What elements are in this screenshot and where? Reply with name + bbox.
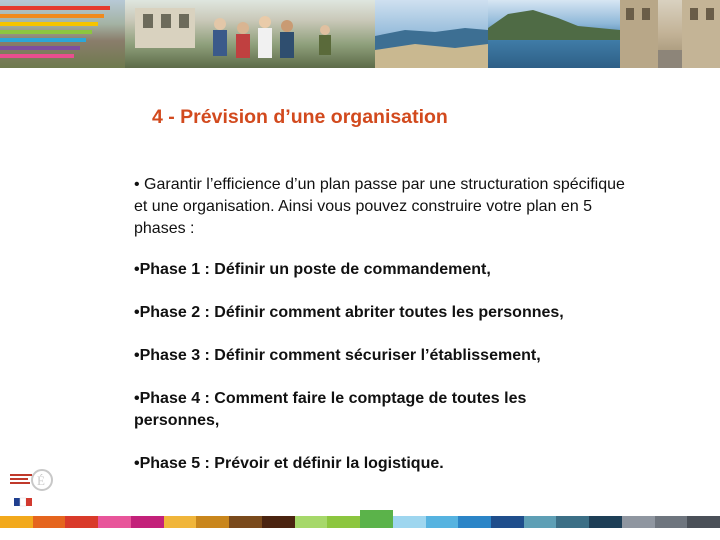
footer-color-segment [589, 516, 622, 528]
footer-color-segment [131, 516, 164, 528]
phase-2: •Phase 2 : Définir comment abriter toutes les personnes, [134, 304, 564, 321]
footer-color-segment [426, 516, 459, 528]
slide-title: 4 - Prévision d’une organisation [152, 106, 448, 128]
banner-stripe [0, 6, 110, 10]
footer-color-segment [0, 516, 33, 528]
footer-color-segment [295, 516, 328, 528]
svg-text:É: É [37, 473, 45, 488]
footer-color-segment [458, 516, 491, 528]
footer-color-segment [491, 516, 524, 528]
phase-5: •Phase 5 : Prévoir et définir la logistique. [134, 455, 444, 472]
banner-stripe [0, 14, 104, 18]
footer-color-segment [164, 516, 197, 528]
banner-stripe [0, 38, 86, 42]
footer-color-segment [262, 516, 295, 528]
students-group-photo [125, 0, 375, 68]
phase-3: •Phase 3 : Définir comment sécuriser l’établissement, [134, 347, 541, 364]
footer-color-segment [524, 516, 557, 528]
footer-color-bar [0, 516, 720, 528]
footer-color-segment [622, 516, 655, 528]
footer-color-segment [98, 516, 131, 528]
footer-color-segment [360, 510, 393, 528]
header-banner [0, 0, 720, 68]
banner-stripe [0, 46, 80, 50]
academie-logo [8, 462, 64, 510]
banner-stripe [0, 54, 74, 58]
intro-paragraph: • Garantir l’efficience d’un plan passe par une structuration spécifique et une organisation. Ainsi vous pouvez construire votre plan en 5 phases : [134, 176, 625, 237]
street-photo [620, 0, 720, 68]
phase-4: •Phase 4 : Comment faire le comptage de toutes les personnes, [134, 390, 527, 429]
banner-color-stripes [0, 0, 110, 68]
footer-color-segment [33, 516, 66, 528]
phase-1: •Phase 1 : Définir un poste de commandement, [134, 261, 491, 278]
banner-stripe [0, 30, 92, 34]
footer-color-segment [229, 516, 262, 528]
coastline-photo [375, 0, 488, 68]
footer-color-segment [65, 516, 98, 528]
banner-stripe [0, 22, 98, 26]
footer-color-segment [327, 516, 360, 528]
footer-color-segment [655, 516, 688, 528]
footer-color-segment [196, 516, 229, 528]
footer-color-segment [393, 516, 426, 528]
footer-color-segment [687, 516, 720, 528]
footer-color-segment [556, 516, 589, 528]
sea-photo [488, 0, 620, 68]
